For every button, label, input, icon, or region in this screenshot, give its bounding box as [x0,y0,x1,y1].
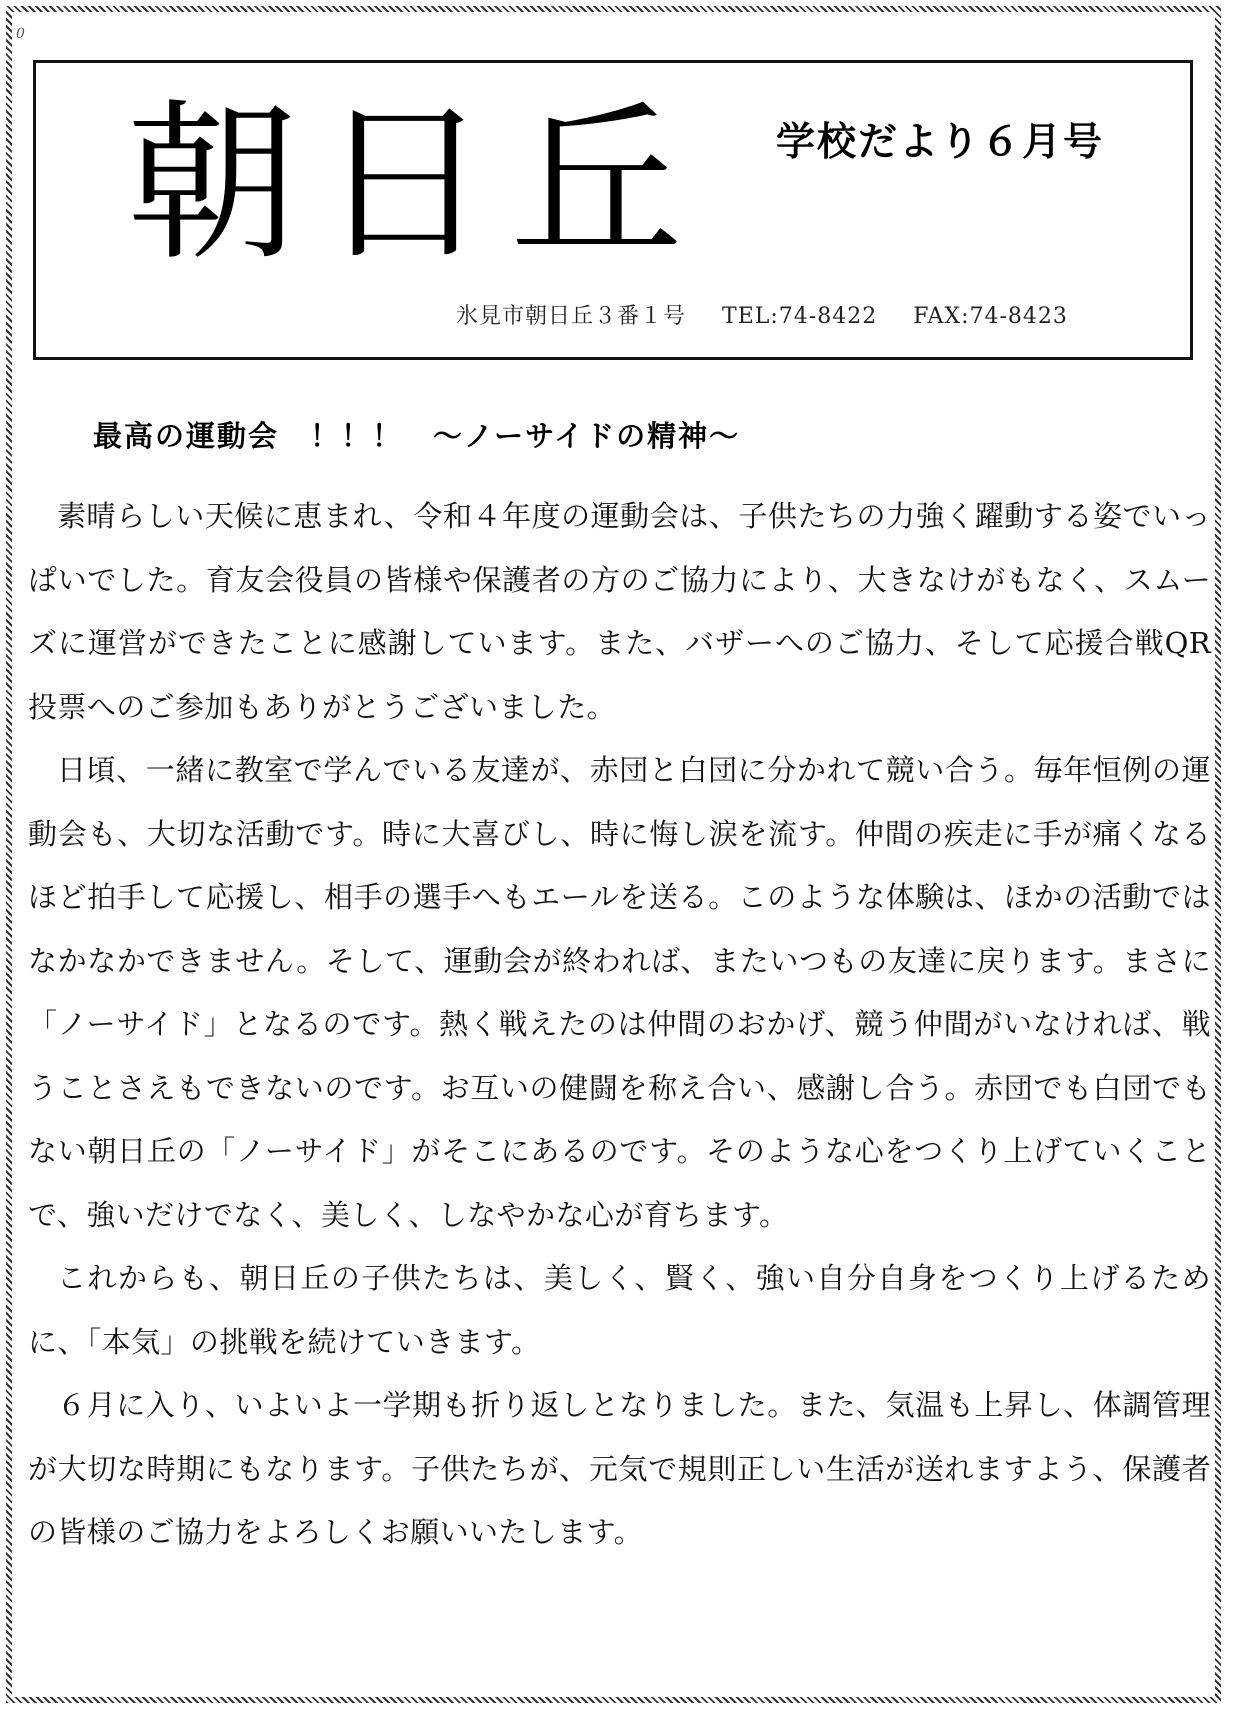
paragraph: 素晴らしい天候に恵まれ、令和４年度の運動会は、子供たちの力強く躍動する姿でいっぱいでした。育友会役員の皆様や保護者の方のご協力により、大きなけがもなく、スムーズに運営ができたことに感謝しています。また、バザーへのご協力、そして応援合戦QR投票へのご参加もありがとうございました。 [28,499,1211,724]
headline-main: 最高の運動会 ！！！ [93,419,404,453]
school-contact [456,299,1096,330]
article-headline [93,414,740,455]
issue-label: 学校だより６月号 [776,120,1105,165]
school-fax: FAX:74-8423 [913,304,1068,329]
headline-sub: ～ノーサイドの精神～ [433,419,741,453]
school-tel: TEL:74-8422 [722,304,878,329]
newsletter-title: 朝日丘 [126,83,702,284]
paragraph: 日頃、一緒に教室で学んでいる友達が、赤団と白団に分かれて競い合う。毎年恒例の運動会も、大切な活動です。時に大喜びし、時に悔し涙を流す。仲間の疾走に手が痛くなるほど拍手して応援し、相手の選手へもエールを送る。このような体験は、ほかの活動ではなかなかできません。そして、運動会が終われば、またいつもの友達に戻ります。まさに「ノーサイド」となるのです。熱く戦えたのは仲間のおかげ、競う仲間がいなければ、戦うことさえもできないのです。お互いの健闘を称え合い、感謝し合う。赤団でも白団でもない朝日丘の「ノーサイド」がそこにあるのです。そのような心をつくり上げていくことで、強いだけでなく、美しく、しなやかな心が育ちます。 [28,753,1211,1232]
masthead [33,60,1193,360]
article-body [28,485,1211,1565]
school-address: 氷見市朝日丘３番１号 [456,304,687,329]
corner-mark: 0 [16,26,25,42]
paragraph: これからも、朝日丘の子供たちは、美しく、賢く、強い自分自身をつくり上げるために、「本気」の挑戦を続けていきます。 [28,1261,1211,1359]
paragraph: ６月に入り、いよいよ一学期も折り返しとなりました。また、気温も上昇し、体調管理が大切な時期にもなります。子供たちが、元気で規則正しい生活が送れますよう、保護者の皆様のご協力をよろしくお願いいたします。 [28,1388,1211,1549]
